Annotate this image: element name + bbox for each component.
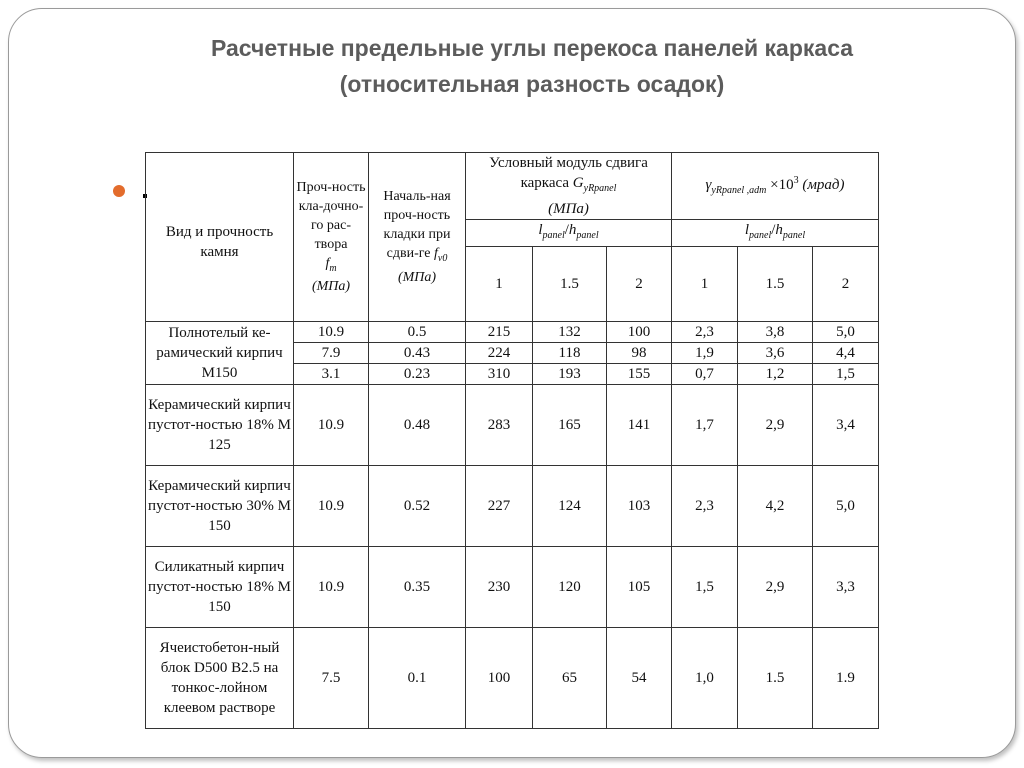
- cell-g: 65: [533, 628, 607, 729]
- cell-g: 193: [533, 364, 607, 385]
- cell-fm: 10.9: [294, 322, 369, 343]
- header-stone-label: Вид и прочность камня: [165, 224, 274, 260]
- cell-gamma: 2,9: [738, 385, 813, 466]
- cell-gamma: 3,3: [813, 547, 879, 628]
- cell-gamma: 1.5: [738, 628, 813, 729]
- cell-gamma: 4,4: [813, 343, 879, 364]
- cell-gamma: 4,2: [738, 466, 813, 547]
- title-line-1: Расчетные предельные углы перекоса панелей каркаса: [210, 35, 854, 61]
- cell-g: 227: [466, 466, 533, 547]
- cell-g: 165: [533, 385, 607, 466]
- cell-gamma: 1,7: [672, 385, 738, 466]
- header-mortar-unit: (МПа): [311, 279, 351, 295]
- header-mortar-label: Проч-ность кла-дочно-го рас-твора: [296, 179, 366, 252]
- header-gamma-exponent: 3: [793, 175, 799, 186]
- ratio-g-1: 1: [466, 247, 533, 322]
- cell-fm: 10.9: [294, 466, 369, 547]
- cell-fv0: 0.52: [369, 466, 466, 547]
- cell-gamma: 2,3: [672, 322, 738, 343]
- ratio-h: h: [568, 222, 577, 238]
- cell-g: 215: [466, 322, 533, 343]
- row-stone-name: Ячеистобетон-ный блок D500 В2.5 на тонкос-лойном клеевом растворе: [146, 628, 294, 729]
- table-row: [146, 385, 879, 466]
- table-row: [146, 547, 879, 628]
- cell-gamma: 1,9: [672, 343, 738, 364]
- header-shear: [369, 153, 466, 322]
- header-mortar-subscript: m: [329, 262, 337, 274]
- table-row: [146, 322, 879, 343]
- cell-fv0: 0.5: [369, 322, 466, 343]
- header-shear-unit: (МПа): [397, 269, 437, 285]
- cell-fv0: 0.35: [369, 547, 466, 628]
- cell-gamma: 3,6: [738, 343, 813, 364]
- cell-g: 54: [607, 628, 672, 729]
- ratio-g-2: 1.5: [533, 247, 607, 322]
- header-gamma-subscript: yRpanel ,adm: [711, 185, 767, 196]
- cell-gamma: 1,5: [813, 364, 879, 385]
- table-row: [146, 466, 879, 547]
- cell-gamma: 5,0: [813, 466, 879, 547]
- table-row: [146, 628, 879, 729]
- ratio-h-subscript: panel: [576, 230, 599, 241]
- ratio-h: h: [775, 222, 783, 238]
- ratio-slash: /: [771, 222, 776, 238]
- cell-gamma: 3,4: [813, 385, 879, 466]
- cell-fv0: 0.48: [369, 385, 466, 466]
- cell-gamma: 0,7: [672, 364, 738, 385]
- cell-gamma: 2,9: [738, 547, 813, 628]
- ratio-g-3: 2: [607, 247, 672, 322]
- cell-gamma: 1,5: [672, 547, 738, 628]
- data-table: [145, 152, 879, 729]
- slide-title: [60, 30, 1004, 102]
- cell-gamma: 1,2: [738, 364, 813, 385]
- ratio-l: l: [744, 222, 750, 238]
- ratio-l: l: [538, 222, 543, 238]
- cell-g: 103: [607, 466, 672, 547]
- cell-gamma: 2,3: [672, 466, 738, 547]
- cell-fm: 7.9: [294, 343, 369, 364]
- cell-g: 100: [466, 628, 533, 729]
- header-mortar-symbol: f: [325, 255, 330, 271]
- header-stone: [146, 153, 294, 322]
- ratio-gamma-1: 1: [672, 247, 738, 322]
- cell-g: 230: [466, 547, 533, 628]
- row-stone-name: Керамический кирпич пустот-ностью 18% М 125: [146, 385, 294, 466]
- row-stone-name: Полнотелый ке-рамический кирпич М150: [146, 322, 294, 385]
- header-gamma-multiplier: ×10: [770, 177, 794, 193]
- title-line-2: (относительная разность осадок): [339, 71, 725, 97]
- cell-g: 100: [607, 322, 672, 343]
- ratio-gamma-3: 2: [813, 247, 879, 322]
- header-shear-subscript: v0: [437, 252, 448, 264]
- cell-g: 141: [607, 385, 672, 466]
- cell-g: 118: [533, 343, 607, 364]
- ratio-gamma-2: 1.5: [738, 247, 813, 322]
- cell-gamma: 3,8: [738, 322, 813, 343]
- row-stone-name: Силикатный кирпич пустот-ностью 18% М 150: [146, 547, 294, 628]
- cell-fv0: 0.1: [369, 628, 466, 729]
- cell-fm: 10.9: [294, 385, 369, 466]
- cell-fv0: 0.43: [369, 343, 466, 364]
- header-gamma-symbol: γ: [705, 177, 712, 193]
- header-modulus-symbol: G: [572, 175, 584, 191]
- header-shear-label: Началь-ная проч-ность кладки при сдви-ге: [383, 189, 451, 262]
- ratio-slash: /: [564, 222, 569, 238]
- header-modulus: [466, 153, 672, 220]
- cell-g: 283: [466, 385, 533, 466]
- cell-gamma: 1,0: [672, 628, 738, 729]
- header-ratio-modulus: [466, 220, 672, 247]
- cell-g: 124: [533, 466, 607, 547]
- row-stone-name: Керамический кирпич пустот-ностью 30% М 150: [146, 466, 294, 547]
- cell-g: 155: [607, 364, 672, 385]
- cell-g: 310: [466, 364, 533, 385]
- header-mortar: [294, 153, 369, 322]
- bullet-icon: [113, 185, 125, 197]
- header-gamma: [672, 153, 879, 220]
- cell-fm: 3.1: [294, 364, 369, 385]
- ratio-h-subscript: panel: [782, 230, 806, 241]
- cell-g: 132: [533, 322, 607, 343]
- ratio-l-subscript: panel: [749, 230, 772, 241]
- cell-fv0: 0.23: [369, 364, 466, 385]
- cell-g: 224: [466, 343, 533, 364]
- header-ratio-gamma: [672, 220, 879, 247]
- header-modulus-label: Условный модуль сдвига каркаса: [489, 155, 648, 191]
- cell-g: 120: [533, 547, 607, 628]
- header-modulus-subscript: yRpanel: [583, 183, 617, 194]
- header-shear-symbol: f: [434, 246, 438, 262]
- cell-g: 105: [607, 547, 672, 628]
- cell-fm: 10.9: [294, 547, 369, 628]
- cell-gamma: 5,0: [813, 322, 879, 343]
- cell-fm: 7.5: [294, 628, 369, 729]
- cell-gamma: 1.9: [813, 628, 879, 729]
- header-gamma-unit: (мрад): [802, 177, 845, 193]
- cell-g: 98: [607, 343, 672, 364]
- header-modulus-unit: (МПа): [548, 201, 589, 217]
- ratio-l-subscript: panel: [542, 230, 565, 241]
